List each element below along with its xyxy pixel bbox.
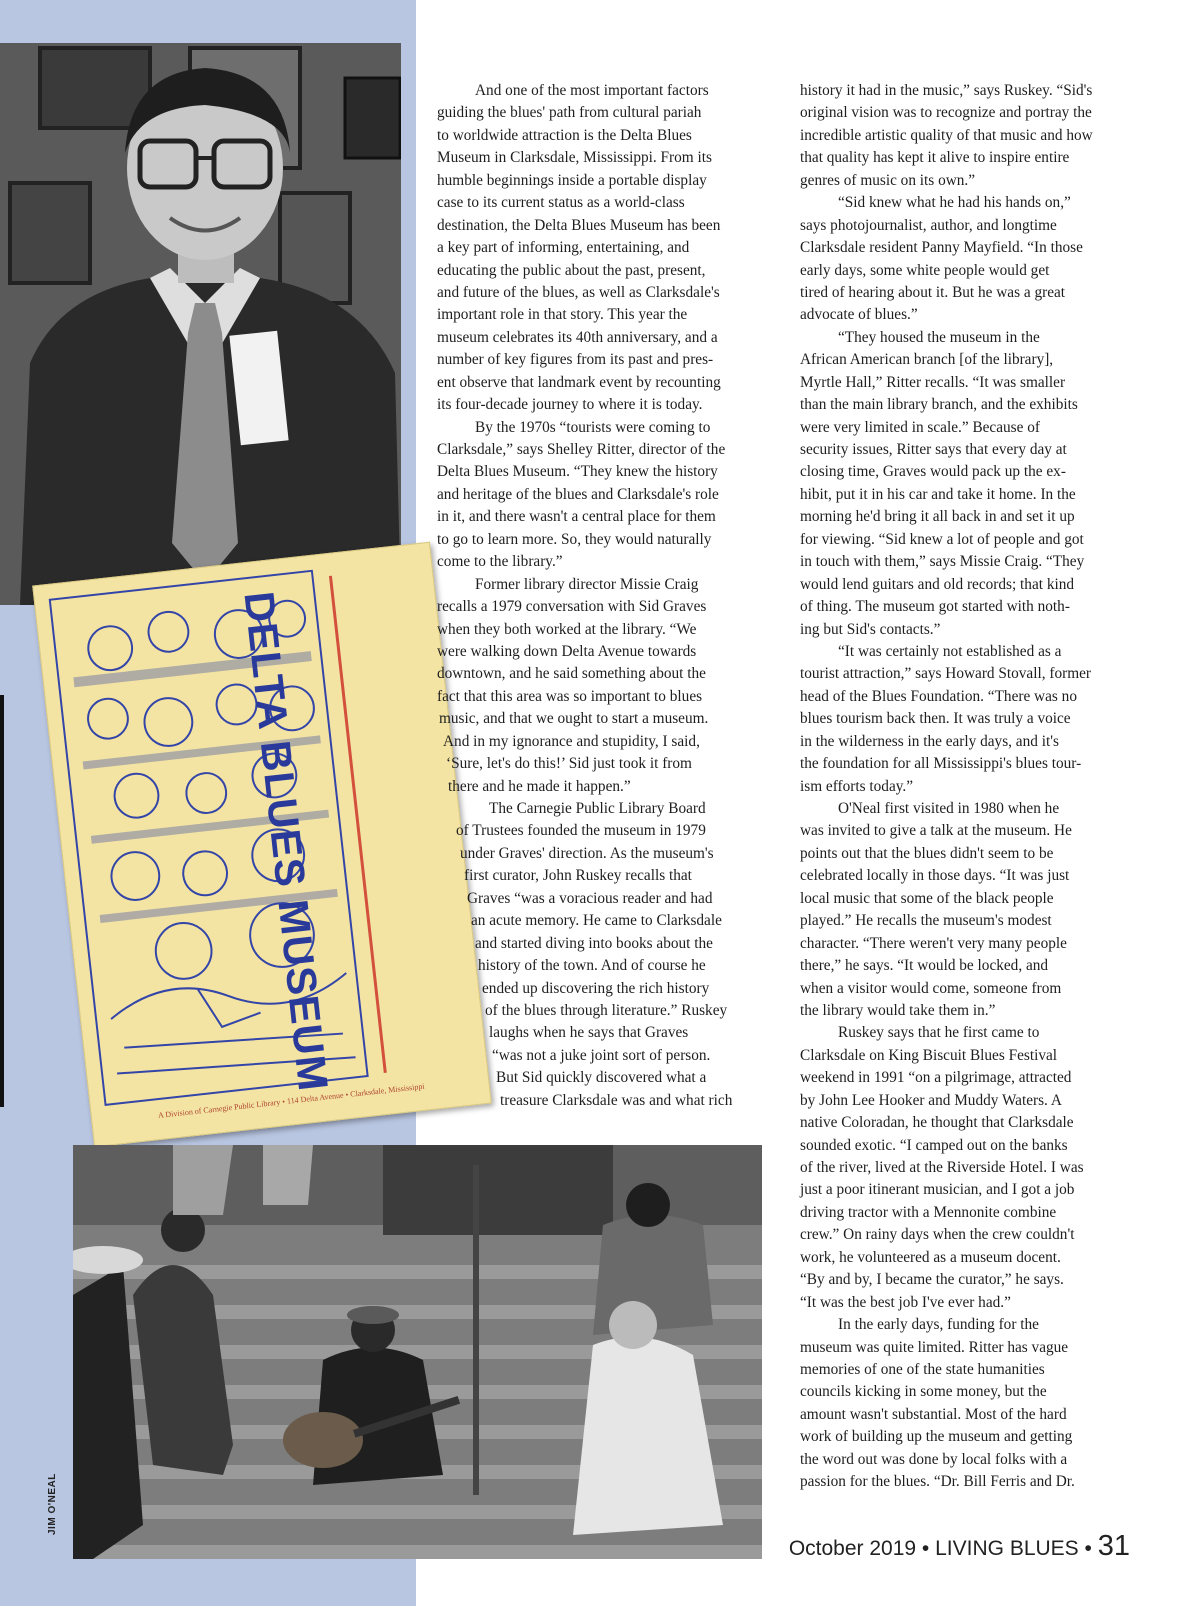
text-line: councils kicking in some money, but the [800, 1383, 1047, 1401]
text-line: But Sid quickly discovered what a [496, 1069, 707, 1087]
text-line: under Graves' direction. As the museum's [460, 844, 714, 862]
text-line: native Coloradan, he thought that Clarksdale [800, 1114, 1074, 1132]
text-line: there,” he says. “It would be locked, and [800, 957, 1049, 975]
text-line: important role in that story. This year the [437, 306, 688, 324]
text-line: In the early days, funding for the [838, 1316, 1039, 1334]
text-line: And one of the most important factors [475, 82, 709, 99]
text-line: and started diving into books about the [475, 934, 713, 952]
text-line: By the 1970s “tourists were coming to [475, 418, 711, 436]
text-line: African American branch [of the library], [800, 351, 1054, 369]
text-line: for viewing. “Sid knew a lot of people and got [800, 530, 1084, 548]
text-line: just a poor itinerant musician, and I got a job [800, 1181, 1075, 1199]
text-line: played.” He recalls the museum's modest [800, 912, 1052, 930]
text-line: says photojournalist, author, and longtime [800, 216, 1057, 234]
text-line: of Trustees founded the museum in 1979 [456, 822, 706, 840]
folio-page-number: 31 [1097, 1530, 1130, 1562]
text-line: advocate of blues.” [800, 306, 918, 324]
page-folio [789, 1530, 1130, 1563]
text-line: Clarksdale on King Biscuit Blues Festival [800, 1046, 1058, 1064]
text-line: head of the Blues Foundation. “There was no [800, 687, 1077, 705]
text-line: Ruskey says that he first came to [838, 1024, 1040, 1042]
text-line: was invited to give a talk at the museum. He [800, 822, 1072, 840]
text-line: Former library director Missie Craig [475, 575, 699, 593]
text-line: driving tractor with a Mennonite combine [800, 1203, 1057, 1221]
text-line: were very limited in scale.” Because of [800, 418, 1040, 436]
text-line: guiding the blues' path from cultural pariah [437, 104, 702, 122]
text-line: its four-decade journey to where it is today. [437, 396, 703, 414]
text-line: that quality has kept it alive to inspire entire [800, 149, 1070, 167]
text-line: O'Neal first visited in 1980 when he [838, 800, 1060, 817]
text-line: and future of the blues, as well as Clarksdale's [437, 283, 720, 301]
text-line: than the main library branch, and the exhibits [800, 396, 1078, 414]
text-line: morning he'd bring it all back in and set it up [800, 508, 1075, 526]
text-line: passion for the blues. “Dr. Bill Ferris and Dr. [800, 1473, 1075, 1491]
text-line: an acute memory. He came to Clarksdale [471, 912, 722, 930]
text-line: first curator, John Ruskey recalls that [464, 867, 692, 885]
text-line: ing but Sid's contacts.” [800, 620, 941, 638]
text-line: tourist attraction,” says Howard Stovall, former [800, 665, 1091, 683]
text-line: work of building up the museum and getting [800, 1428, 1073, 1446]
text-line: laughs when he says that Graves [489, 1024, 689, 1042]
text-line: music, and that we ought to start a museum. [439, 710, 709, 728]
text-line: ism efforts today.” [800, 777, 914, 795]
folio-date: October 2019 [788, 1537, 917, 1560]
text-line: Graves “was a voracious reader and had [467, 889, 713, 907]
text-line: museum celebrates its 40th anniversary, and a [437, 328, 718, 346]
text-line: history it had in the music,” says Ruskey. “Sid's [800, 82, 1093, 99]
article-column-2 [800, 80, 1130, 1494]
text-line: amount wasn't substantial. Most of the hard [800, 1405, 1067, 1423]
text-line: downtown, and he said something about the [437, 665, 706, 683]
text-line: to worldwide attraction is the Delta Blues [437, 126, 692, 144]
text-line: weekend in 1991 “on a pilgrimage, attracted [800, 1069, 1072, 1087]
text-line: fact that this area was so important to blues [437, 687, 703, 705]
folio-magazine: LIVING BLUES [935, 1537, 1079, 1560]
text-line: the foundation for all Mississippi's blues tour- [800, 755, 1082, 773]
text-line: to go to learn more. So, they would naturally [437, 530, 712, 548]
text-line: incredible artistic quality of that music and how [800, 126, 1093, 144]
text-line: “It was the best job I've ever had.” [800, 1293, 1011, 1311]
text-line: “was not a juke joint sort of person. [492, 1046, 711, 1064]
text-line: local music that some of the black people [800, 889, 1054, 907]
text-line: genres of music on its own.” [800, 171, 976, 189]
museum-poster [32, 542, 492, 1147]
text-line: blues tourism back then. It was truly a voice [800, 710, 1071, 728]
text-line: “They housed the museum in the [838, 328, 1040, 346]
text-line: points out that the blues didn't seem to be [800, 844, 1054, 862]
text-line: Delta Blues Museum. “They knew the history [437, 463, 718, 481]
text-line: Clarksdale,” says Shelley Ritter, director of the [437, 441, 726, 458]
poster-footer: A Division of Carnegie Public Library • 114 Delta Avenue • Clarksdale, Mississippi [157, 1081, 425, 1121]
text-line: Myrtle Hall,” Ritter recalls. “It was smaller [800, 373, 1066, 391]
text-line: hibit, put it in his car and take it home. In the [800, 485, 1076, 503]
text-line: celebrated locally in those days. “It was just [800, 867, 1070, 885]
text-line: humble beginnings inside a portable display [437, 171, 707, 189]
text-line: Clarksdale resident Panny Mayfield. “In those [800, 239, 1083, 257]
portrait-photo [0, 43, 401, 605]
text-line: “It was certainly not established as a [838, 642, 1062, 660]
folio-bullet: • [921, 1537, 930, 1560]
text-line: museum was quite limited. Ritter has vague [800, 1338, 1069, 1356]
text-line: there and he made it happen.” [448, 777, 631, 795]
photo-credit: JIM O'NEAL [47, 1473, 58, 1535]
text-line: were walking down Delta Avenue towards [437, 642, 697, 660]
text-line: of the blues through literature.” Ruskey [485, 1001, 728, 1019]
text-line: treasure Clarksdale was and what rich [500, 1091, 733, 1109]
text-line: come to the library.” [437, 553, 563, 571]
text-line: “By and by, I became the curator,” he says. [800, 1271, 1064, 1289]
text-line: in touch with them,” says Missie Craig. “They [800, 553, 1085, 571]
text-line: educating the public about the past, present, [437, 261, 706, 279]
text-line: history of the town. And of course he [478, 957, 706, 975]
text-line: destination, the Delta Blues Museum has been [437, 216, 721, 234]
text-line: And in my ignorance and stupidity, I said, [443, 732, 700, 750]
text-line: memories of one of the state humanities [800, 1360, 1045, 1378]
text-line: and heritage of the blues and Clarksdale's role [437, 485, 719, 503]
text-line: ent observe that landmark event by recounting [437, 373, 721, 391]
text-line: by John Lee Hooker and Muddy Waters. A [800, 1091, 1062, 1109]
text-line: security issues, Ritter says that every day at [800, 441, 1067, 458]
text-line: case to its current status as a world-class [437, 194, 685, 212]
text-line: The Carnegie Public Library Board [489, 800, 706, 817]
text-line: recalls a 1979 conversation with Sid Graves [437, 598, 707, 616]
edge-tab [0, 695, 4, 1107]
text-line: when they both worked at the library. “We [437, 620, 697, 638]
text-line: Museum in Clarksdale, Mississippi. From its [437, 149, 712, 167]
text-line: early days, some white people would get [800, 261, 1050, 279]
text-line: work, he volunteered as a museum docent. [800, 1248, 1061, 1266]
article-column-1 [437, 80, 767, 1112]
poster-title: DELTA BLUES MUSEUM [235, 589, 338, 1094]
steps-photo [73, 1145, 762, 1559]
text-line: crew.” On rainy days when the crew couldn't [800, 1226, 1075, 1244]
text-line: of the river, lived at the Riverside Hotel. I was [800, 1159, 1084, 1176]
text-line: tired of hearing about it. But he was a great [800, 283, 1066, 301]
text-line: the word out was done by local folks with a [800, 1450, 1068, 1468]
text-line: sounded exotic. “I camped out on the banks [800, 1136, 1068, 1154]
text-line: character. “There weren't very many people [800, 934, 1067, 952]
text-line: when a visitor would come, someone from [800, 979, 1062, 997]
text-line: in it, and there wasn't a central place for them [437, 508, 716, 526]
text-line: a key part of informing, entertaining, and [437, 239, 690, 257]
text-line: would lend guitars and old records; that kind [800, 575, 1075, 593]
text-line: of thing. The museum got started with noth- [800, 598, 1070, 616]
text-line: “Sid knew what he had his hands on,” [838, 194, 1071, 212]
text-line: the library would take them in.” [800, 1001, 996, 1019]
text-line: ended up discovering the rich history [482, 979, 710, 997]
folio-bullet: • [1084, 1537, 1092, 1560]
text-line: number of key figures from its past and pres- [437, 351, 714, 369]
text-line: in the wilderness in the early days, and it's [800, 732, 1059, 750]
text-line: closing time, Graves would pack up the ex- [800, 463, 1066, 481]
text-line: ‘Sure, let's do this!’ Sid just took it from [446, 755, 692, 773]
text-line: original vision was to recognize and portray the [800, 104, 1092, 122]
